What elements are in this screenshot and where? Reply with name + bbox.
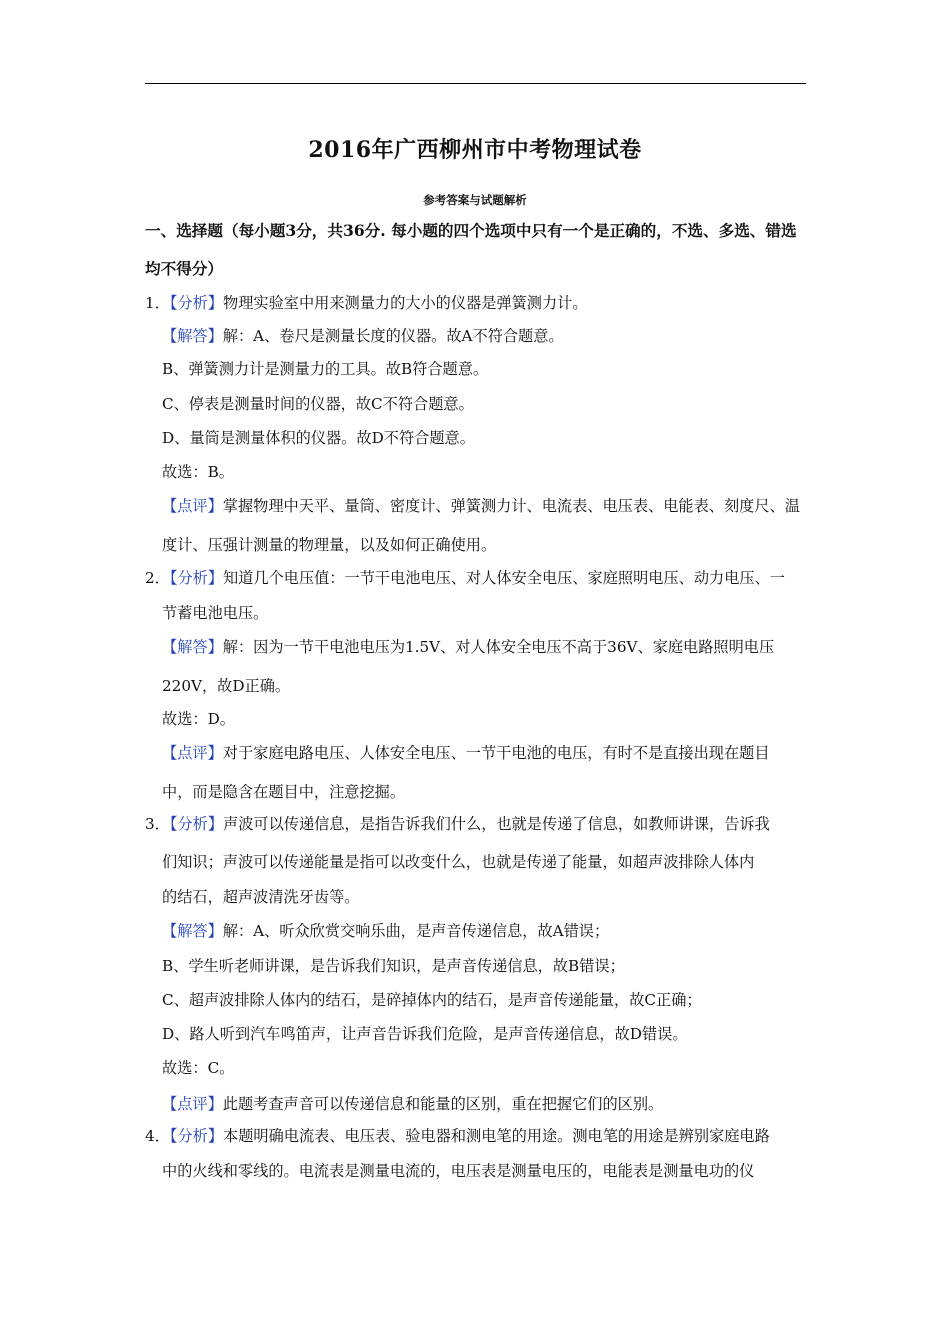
comment-tag: 【点评】 [162,744,223,762]
q2-number: 2． [145,569,170,587]
q1-option-b: B、弹簧测力计是测量力的工具。故B符合题意。 [162,360,489,378]
comment-tag: 【点评】 [162,497,223,515]
q4-analysis-text: 本题明确电流表、电压表、验电器和测电笔的用途。测电笔的用途是辨别家庭电路 [223,1127,770,1145]
q1-analysis [145,293,588,313]
q3-option-b: B、学生听老师讲课，是告诉我们知识，是声音传递信息，故B错误； [162,957,625,975]
q1-comment-line-2: 度计、压强计测量的物理量，以及如何正确使用。 [162,536,497,554]
q3-number: 3． [145,815,170,833]
section-heading-line-2: 均不得分） [145,259,223,278]
q1-analysis-text: 物理实验室中用来测量力的大小的仪器是弹簧测力计。 [223,294,588,312]
q2-analysis-line-2: 节蓄电池电压。 [162,604,269,622]
q1-choice: 故选：B。 [162,463,234,481]
q2-answer-line-2: 220V，故D正确。 [162,677,291,695]
header-rule [145,83,806,84]
q2-analysis-text: 知道几个电压值：一节干电池电压、对人体安全电压、家庭照明电压、动力电压、一 [223,569,785,587]
q1-option-c: C、停表是测量时间的仪器，故C不符合题意。 [162,395,474,413]
page-subtitle: 参考答案与试题解析 [423,193,527,207]
q2-comment-line-2: 中，而是隐含在题目中，注意挖掘。 [162,783,405,801]
q4-number: 4． [145,1127,170,1145]
q2-answer-text: 解：因为一节干电池电压为1.5V、对人体安全电压不高于36V、家庭电路照明电压 [222,638,775,656]
analysis-tag: 【分析】 [169,294,224,312]
q3-choice: 故选：C。 [162,1059,235,1077]
q4-analysis-line-2: 中的火线和零线的。电流表是测量电流的，电压表是测量电压的，电能表是测量电功的仪 [162,1162,755,1180]
q1-number: 1． [145,294,170,312]
page-title: 2016年广西柳州市中考物理试卷 [308,137,642,163]
q1-answer-text: 解：A、卷尺是测量长度的仪器。故A不符合题意。 [222,327,564,345]
q3-analysis [145,814,770,834]
q3-analysis-line-2: 们知识；声波可以传递能量是指可以改变什么，也就是传递了能量，如超声波排除人体内 [162,853,755,871]
section-heading-line-1: 一、选择题（每小题3分，共36分. 每小题的四个选项中只有一个是正确的，不选、多选、错选 [145,221,797,240]
q2-comment [162,743,770,763]
q1-comment-text: 掌握物理中天平、量筒、密度计、弹簧测力计、电流表、电压表、电能表、刻度尺、温 [222,497,800,515]
q2-comment-text: 对于家庭电路电压、人体安全电压、一节干电池的电压，有时不是直接出现在题目 [222,744,770,762]
q2-choice: 故选：D。 [162,710,235,728]
q1-answer [162,326,564,346]
answer-tag: 【解答】 [162,327,223,345]
q3-comment-text: 此题考查声音可以传递信息和能量的区别，重在把握它们的区别。 [222,1095,664,1113]
analysis-tag: 【分析】 [169,815,224,833]
answer-tag: 【解答】 [162,638,223,656]
q3-option-c: C、超声波排除人体内的结石，是碎掉体内的结石，是声音传递能量，故C正确； [162,991,702,1009]
q1-comment [162,496,800,516]
answer-tag: 【解答】 [162,922,223,940]
analysis-tag: 【分析】 [169,569,224,587]
q2-analysis [145,568,785,588]
analysis-tag: 【分析】 [169,1127,224,1145]
q1-option-d: D、量筒是测量体积的仪器。故D不符合题意。 [162,429,475,447]
q3-answer-text: 解：A、听众欣赏交响乐曲，是声音传递信息，故A错误； [222,922,610,940]
q4-analysis [145,1126,770,1146]
q3-analysis-text: 声波可以传递信息，是指告诉我们什么，也就是传递了信息，如教师讲课，告诉我 [223,815,770,833]
q3-answer [162,921,609,941]
q3-option-d: D、路人听到汽车鸣笛声，让声音告诉我们危险，是声音传递信息，故D错误。 [162,1025,688,1043]
q2-answer [162,637,774,657]
comment-tag: 【点评】 [162,1095,223,1113]
q3-comment [162,1094,663,1114]
q3-analysis-line-3: 的结石，超声波清洗牙齿等。 [162,888,360,906]
